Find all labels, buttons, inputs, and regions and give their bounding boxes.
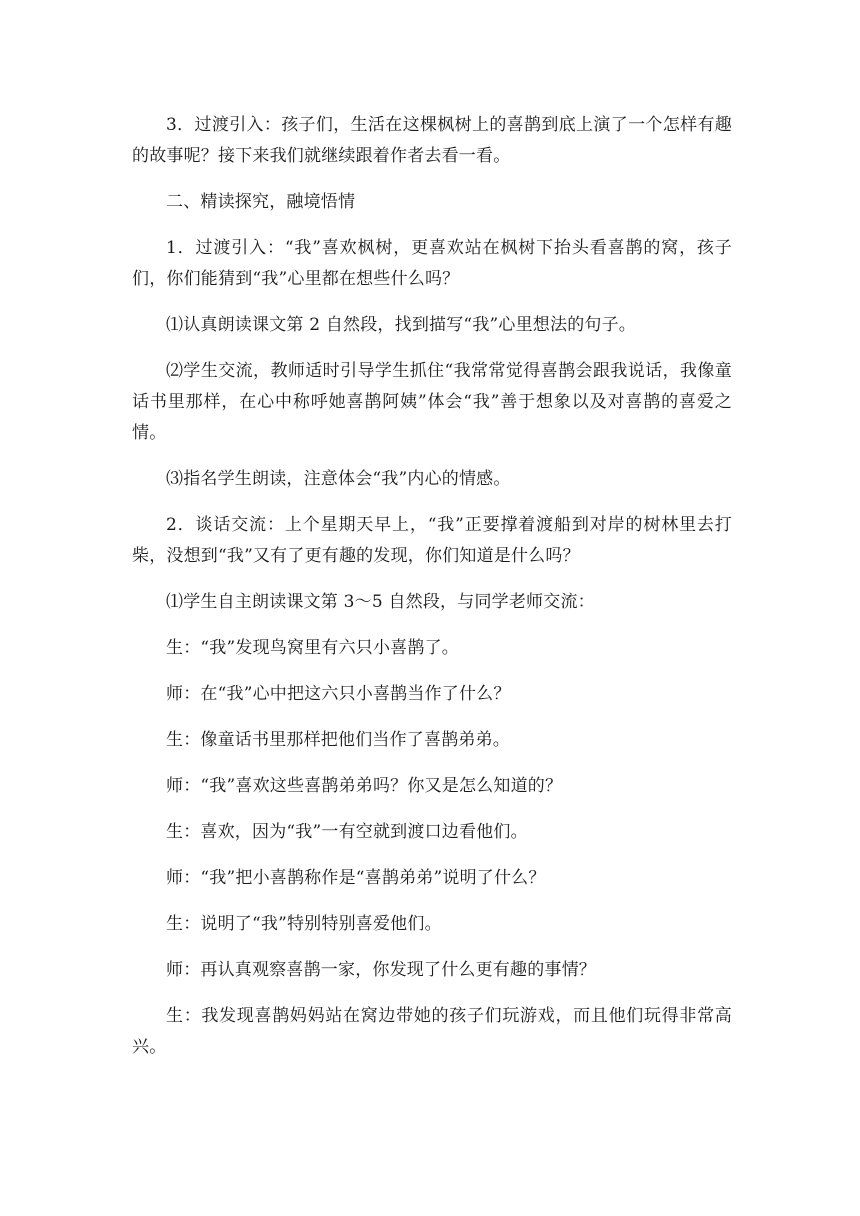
paragraph-substep-2: ⑵学生交流，教师适时引导学生抓住“我常常觉得喜鹊会跟我说话，我像童话书里那样，在心中称呼她喜鹊阿姨”体会“我”善于想象以及对喜鹊的喜爱之情。: [132, 361, 732, 443]
paragraph-step-2: 2．谈话交流：上个星期天早上，“我”正要撑着渡船到对岸的树林里去打柴，没想到“我”又有了更有趣的发现，你们知道是什么吗？: [132, 515, 732, 566]
paragraph-substep-1: ⑴认真朗读课文第 2 自然段，找到描写“我”心里想法的句子。: [166, 315, 637, 335]
document-body: [132, 110, 732, 1078]
section-heading: 二、精读探究，融境悟情: [166, 192, 356, 212]
dialog-line: 师：“我”把小喜鹊称作是“喜鹊弟弟”说明了什么？: [166, 868, 546, 888]
dialog-line: 生：“我”发现鸟窝里有六只小喜鹊了。: [166, 638, 459, 658]
paragraph-substep-4: ⑴学生自主朗读课文第 3～5 自然段，与同学老师交流：: [166, 592, 595, 612]
dialog-line: 师：“我”喜欢这些喜鹊弟弟吗？你又是怎么知道的？: [166, 776, 563, 796]
paragraph-step-1: 1．过渡引入：“我”喜欢枫树，更喜欢站在枫树下抬头看喜鹊的窝，孩子们，你们能猜到“我”心里都在想些什么吗？: [132, 238, 732, 289]
dialog-line: 生：喜欢，因为“我”一有空就到渡口边看他们。: [166, 822, 528, 842]
dialog-line: 生：我发现喜鹊妈妈站在窝边带她的孩子们玩游戏，而且他们玩得非常高兴。: [132, 1006, 732, 1057]
paragraph-substep-3: ⑶指名学生朗读，注意体会“我”内心的情感。: [166, 469, 511, 489]
dialog-line: 师：在“我”心中把这六只小喜鹊当作了什么？: [166, 684, 511, 704]
dialog-line: 师：再认真观察喜鹊一家，你发现了什么更有趣的事情？: [166, 960, 596, 980]
dialog-line: 生：像童话书里那样把他们当作了喜鹊弟弟。: [166, 730, 510, 750]
dialog-line: 生：说明了“我”特别特别喜爱他们。: [166, 914, 442, 934]
paragraph-transition-intro: 3．过渡引入：孩子们，生活在这棵枫树上的喜鹊到底上演了一个怎样有趣的故事呢？接下来我们就继续跟着作者去看一看。: [132, 115, 732, 166]
